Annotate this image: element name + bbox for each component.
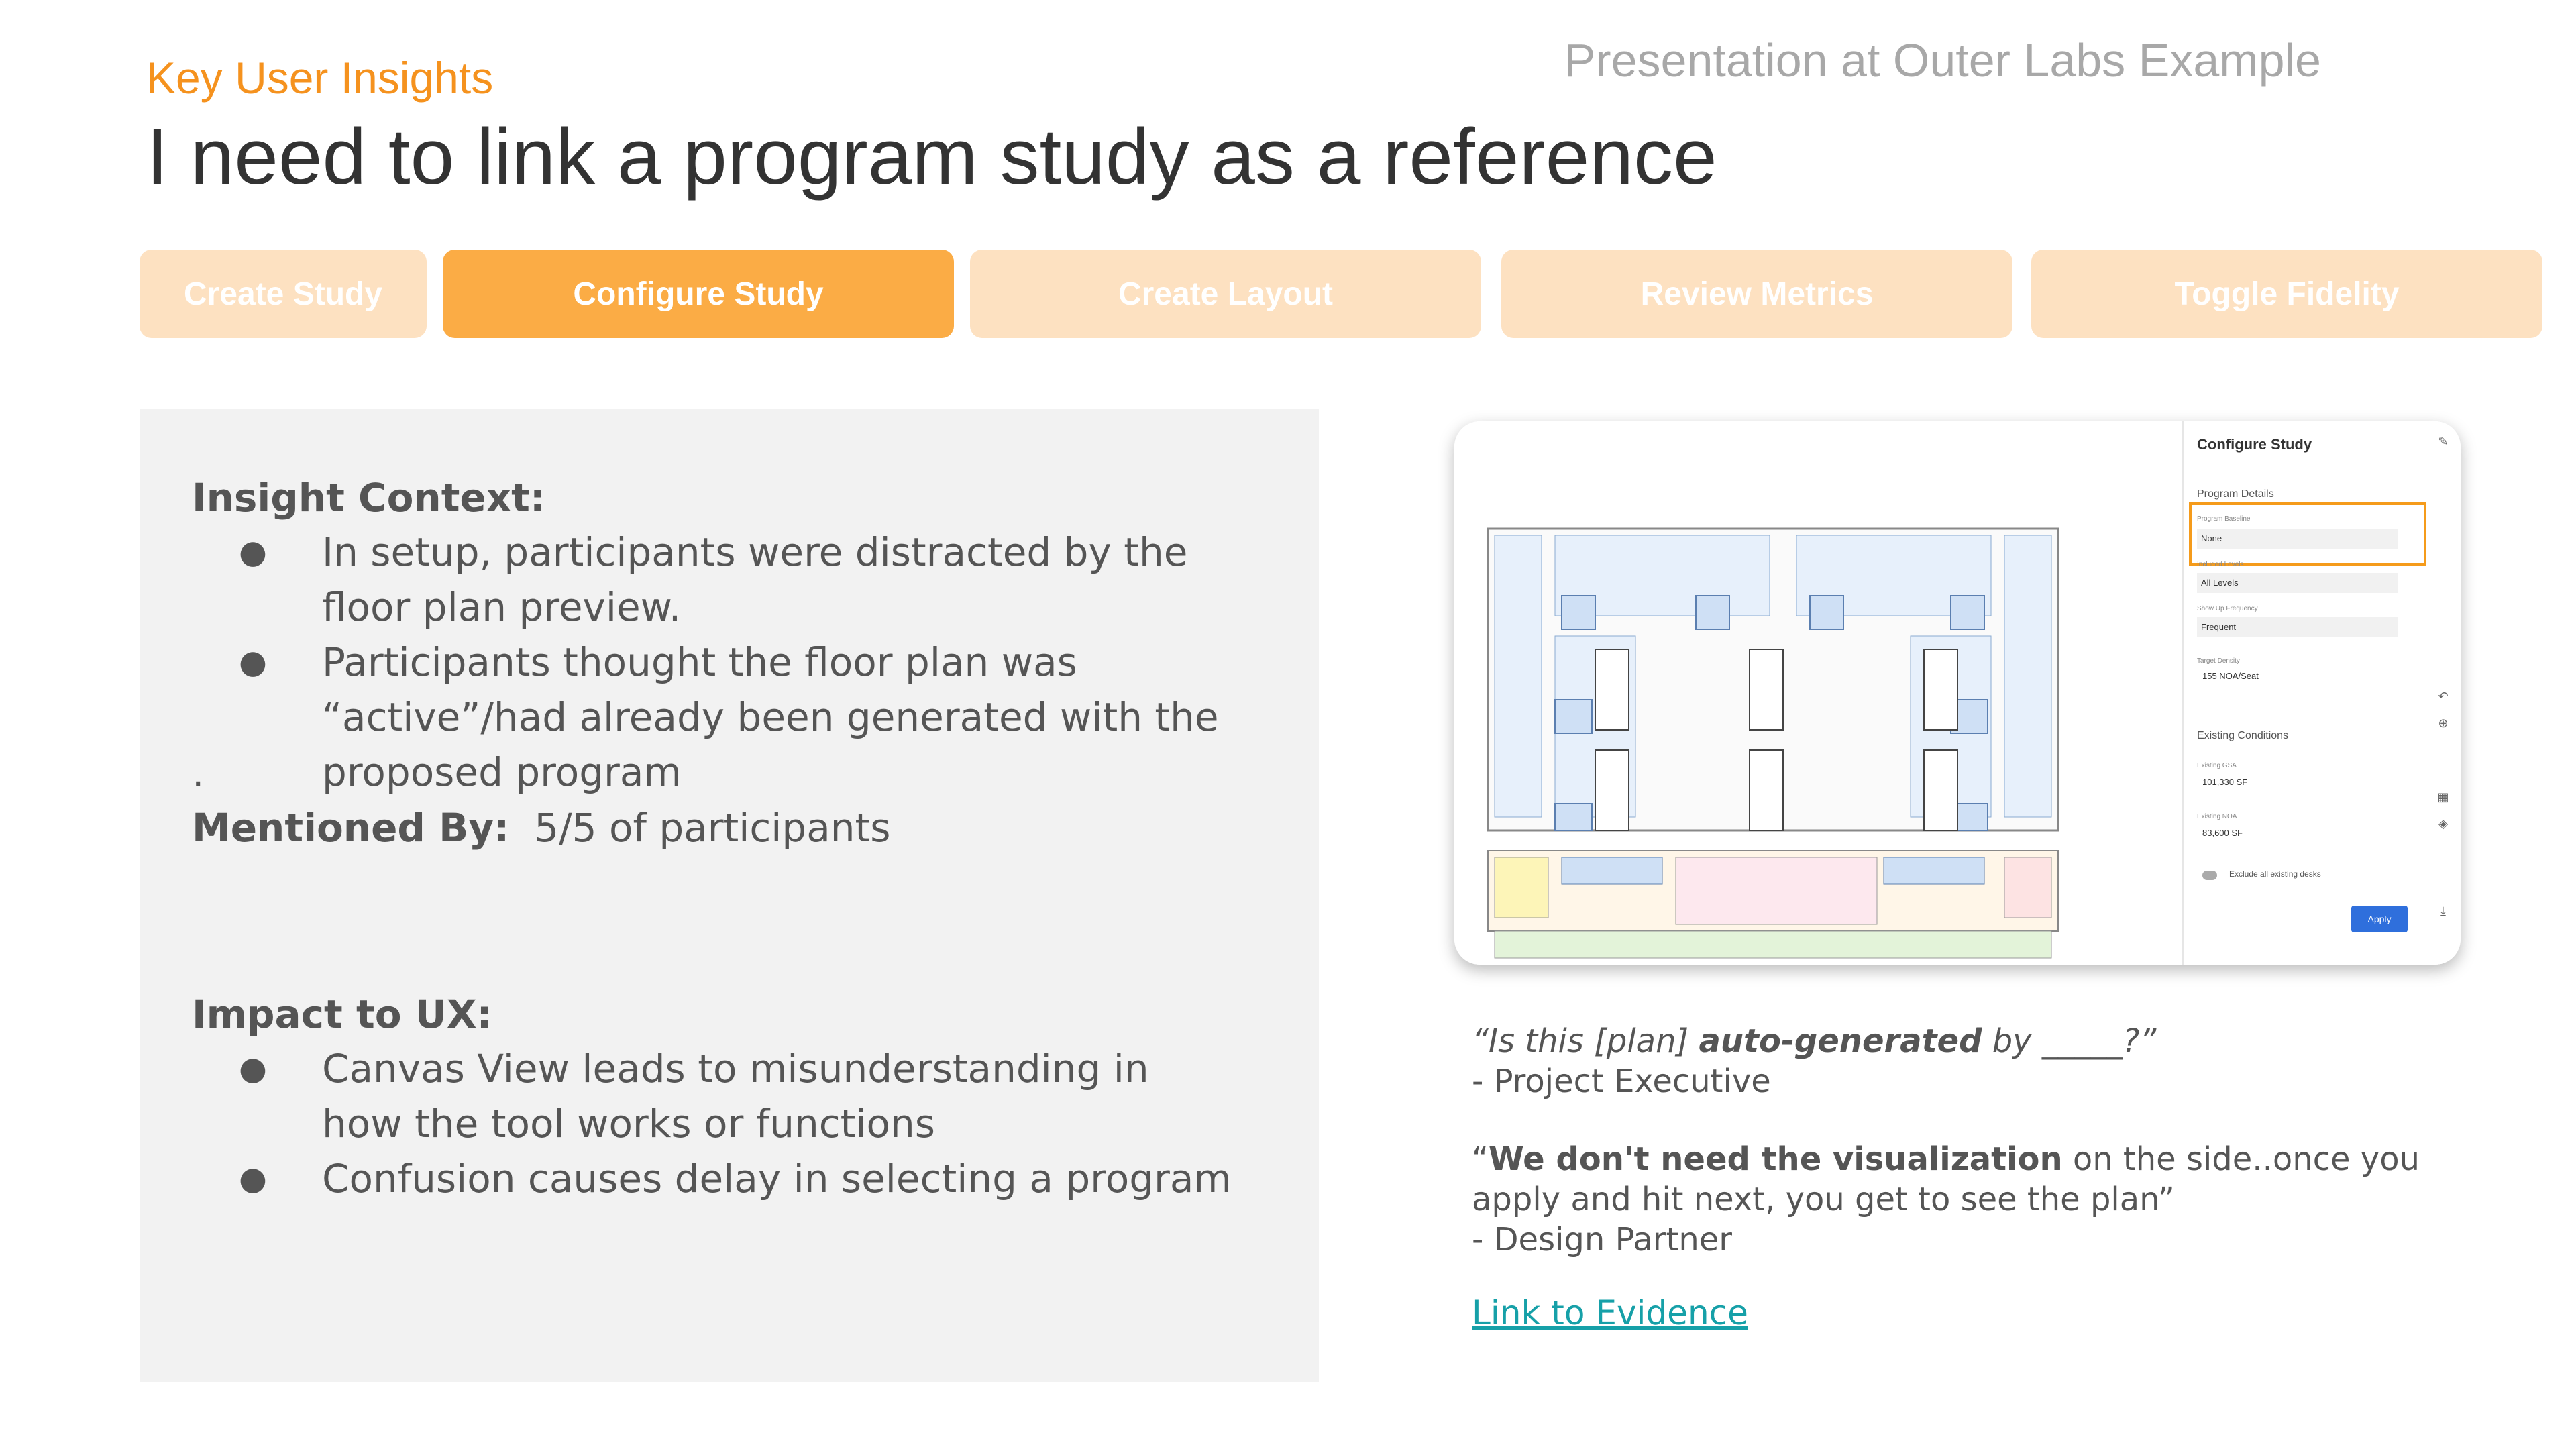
insight-bullet: ● In setup, participants were distracted by the floor plan preview. <box>239 529 1188 630</box>
app-screenshot <box>1454 421 2461 965</box>
step-toggle-fidelity[interactable]: Toggle Fidelity <box>2031 250 2542 338</box>
mentioned-by <box>192 805 891 851</box>
impact-bullet: ● Canvas View leads to misunderstanding in how the tool works or functions <box>239 1046 1149 1146</box>
impact-bullet-text: Confusion causes delay in selecting a program <box>322 1156 1232 1201</box>
step-create-layout[interactable]: Create Layout <box>970 250 1481 338</box>
existing-noa-label: Existing NOA <box>2197 813 2237 820</box>
program-baseline-label: Program Baseline <box>2197 515 2251 523</box>
impact-bullet-text: Canvas View leads to misunderstanding in how the tool works or functions <box>322 1046 1149 1146</box>
exclude-desks-label: Exclude all existing desks <box>2229 869 2321 879</box>
mentioned-by-value: 5/5 of participants <box>534 805 891 851</box>
step-create-study[interactable]: Create Study <box>140 250 427 338</box>
impact-heading: Impact to UX: <box>192 991 492 1037</box>
mentioned-by-label: Mentioned By: <box>192 805 510 851</box>
pencil-icon[interactable]: ✎ <box>2438 435 2449 449</box>
exclude-desks-toggle[interactable] <box>2202 871 2217 880</box>
frequency-label: Show Up Frequency <box>2197 605 2258 612</box>
insight-context-heading: Insight Context: <box>192 475 546 521</box>
insight-panel <box>140 409 1319 1382</box>
insight-bullet-text: Participants thought the floor plan was “active”/had already been generated with the proposed program <box>322 639 1219 795</box>
impact-bullet-list <box>192 1041 1238 1206</box>
undo-icon[interactable]: ↶ <box>2438 690 2449 704</box>
step-review-metrics[interactable]: Review Metrics <box>1501 250 2012 338</box>
zoom-in-icon[interactable]: ⊕ <box>2438 716 2449 731</box>
floor-plan-image <box>1454 421 2179 965</box>
quote-1-author: - Project Executive <box>1472 1063 1771 1100</box>
quote-2: “We don't need the visualization on the side..once you apply and hit next, you get to see the plan” - Design Partner <box>1472 1140 2420 1258</box>
insight-bullet: ● Participants thought the floor plan was “active”/had already been generated with the proposed program <box>239 639 1219 795</box>
existing-noa-value: 83,600 SF <box>2202 828 2243 838</box>
existing-gsa-label: Existing GSA <box>2197 762 2237 769</box>
existing-gsa-value: 101,330 SF <box>2202 777 2248 787</box>
presentation-label: Presentation at Outer Labs Example <box>1564 34 2321 87</box>
insight-bullet-list <box>192 525 1238 800</box>
evidence-link[interactable]: Link to Evidence <box>1472 1293 1748 1332</box>
layers-icon[interactable]: ◈ <box>2438 817 2448 831</box>
target-density-value[interactable]: 155 NOA/Seat <box>2202 671 2259 681</box>
canvas-toolbar <box>2426 421 2461 965</box>
program-baseline-select[interactable]: None <box>2197 529 2398 549</box>
insight-bullet-text: In setup, participants were distracted by the floor plan preview. <box>322 529 1188 630</box>
existing-conditions-heading: Existing Conditions <box>2197 730 2289 741</box>
quote-2-author: - Design Partner <box>1472 1221 1733 1258</box>
program-details-heading: Program Details <box>2197 488 2274 500</box>
included-levels-select[interactable]: All Levels <box>2197 573 2398 593</box>
layout-icon[interactable]: ▦ <box>2437 790 2449 804</box>
apply-button[interactable]: Apply <box>2351 906 2408 932</box>
page-title: I need to link a program study as a reference <box>146 113 1717 201</box>
download-icon[interactable]: ⤓ <box>2440 904 2446 918</box>
impact-bullet: ● Confusion causes delay in selecting a program <box>239 1156 1232 1201</box>
configure-panel-title: Configure Study <box>2197 436 2312 453</box>
stray-period: . <box>192 750 205 796</box>
target-density-label: Target Density <box>2197 657 2240 665</box>
eyebrow-label: Key User Insights <box>146 53 494 103</box>
included-levels-label: Included Levels <box>2197 561 2244 568</box>
step-configure-study[interactable]: Configure Study <box>443 250 954 338</box>
configure-panel <box>2182 421 2425 965</box>
quote-1: “Is this [plan] auto-generated by _____?” - Project Executive <box>1472 1022 2157 1100</box>
frequency-select[interactable]: Frequent <box>2197 617 2398 637</box>
step-nav <box>140 250 2541 338</box>
